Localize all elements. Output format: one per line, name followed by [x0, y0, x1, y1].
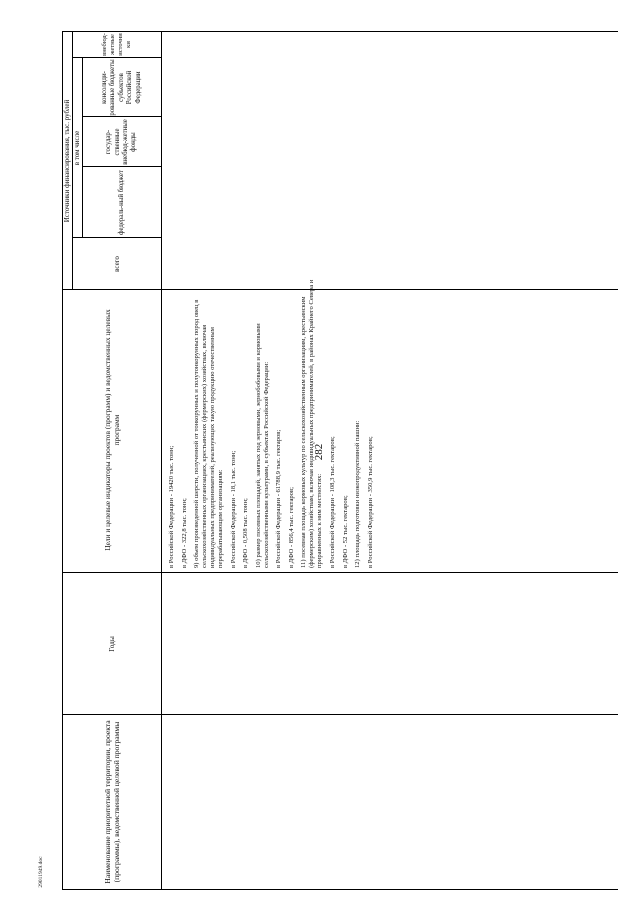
- including-border: [82, 58, 83, 238]
- indicator-row: в Российской Федерации - 18,1 тыс. тонн;: [229, 450, 237, 568]
- footer-code: 29011949.doc: [38, 856, 44, 888]
- header-funding: Источники финансирования, тыс. рублей: [62, 99, 71, 223]
- indicator-row: 10) размер посевных площадей, занятых под зерновыми, зернобобовыми и кормовыми сельскохозяйственными культурами, в субъектах Российской Федерации:: [254, 323, 270, 568]
- header-extra: внебюд-жетные источники: [100, 33, 133, 56]
- header-name: Наименование приоритетной территории, проекта (программы), ведомственной целевой программы: [102, 720, 121, 884]
- indicator-row: в Российской Федерации - 108,3 тыс. гектаров;: [328, 436, 336, 568]
- indicator-row: в ДФО - 856,4 тыс. гектаров;: [287, 487, 295, 568]
- header-federal: федераль-ный бюджет: [117, 170, 125, 235]
- indicator-row: в ДФО - 52 тыс. гектаров;: [341, 495, 349, 568]
- page-number: 282: [313, 443, 325, 461]
- indicator-row: в Российской Федерации - 19420 тыс. тонн;: [168, 445, 175, 568]
- header-bottom-border: [161, 32, 162, 890]
- col-border-5: [82, 166, 161, 167]
- rotated-page: [62, 30, 618, 890]
- goals-column: [168, 278, 379, 568]
- col-border-0: [62, 889, 618, 890]
- indicator-row: 12) площадь подготовки низкопродуктивной пашни:: [354, 420, 362, 568]
- header-total: всего: [112, 256, 121, 272]
- funding-table: [62, 30, 618, 890]
- header-including: в том числе: [72, 130, 81, 166]
- indicator-row: 9) объем произведенной шерсти, полученной от тонкорунных и полутонкорунных пород овец в сельскохозяйственных организациях, крестьянских (фермерских) хозяйствах, включая индивидуальных предпринимателей, реализующих такую продукцию отечественным перерабатывающим организациям:: [193, 299, 225, 568]
- header-goals: Цели и целевые индикаторы проектов (программ) и ведомственных целевых программ: [102, 309, 121, 551]
- col-border-1: [62, 714, 618, 715]
- col-border-7: [72, 57, 161, 58]
- header-years: Годы: [107, 636, 117, 652]
- indicator-row: 11) посевная площадь кормовых культур по сельскохозяйственным организациям, крестьянским (фермерским) хозяйствам, включая индивидуальных предпринимателей, в районах Крайнего Севера и приравненных к ним местностях:: [300, 279, 324, 568]
- header-regional: консолиди-рованные бюджеты субъектов Российской Федерации: [100, 59, 142, 116]
- indicator-row: в Российской Федерации - 61788,9 тыс. гектаров;: [275, 429, 283, 568]
- indicator-row: в Российской Федерации - 350,9 тыс. гектаров;: [366, 436, 374, 568]
- col-border-2: [62, 572, 618, 573]
- col-border-6: [82, 116, 161, 117]
- indicator-row: в ДФО - 322,8 тыс. тонн;: [180, 498, 188, 568]
- header-state-funds: государ-ственные внебюд-жетные фонды: [105, 119, 138, 165]
- indicator-row: в ДФО - 0,508 тыс. тонн;: [242, 498, 250, 568]
